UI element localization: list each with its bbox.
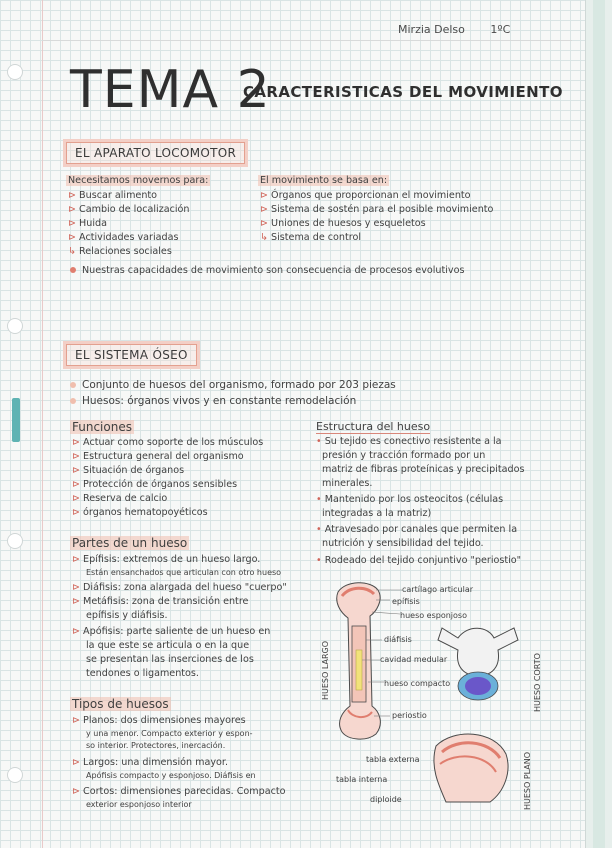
tipo-line: exterior esponjoso interior bbox=[86, 800, 192, 809]
tipo-item: ⊳ Planos: dos dimensiones mayores bbox=[72, 715, 246, 726]
partes-title-text: Partes de un hueso bbox=[72, 536, 188, 550]
funcion-item-text: Protección de órganos sensibles bbox=[83, 479, 238, 490]
label-cavidad: cavidad medular bbox=[380, 655, 448, 664]
parte-line: se presentan las inserciones de los bbox=[86, 654, 254, 665]
parte-line: Metáfisis: zona de transición entre bbox=[83, 596, 249, 607]
basis-item-text: Sistema de control bbox=[271, 232, 362, 243]
partes-title bbox=[70, 537, 189, 549]
parte-line: Epífisis: extremos de un hueso largo. bbox=[83, 554, 261, 565]
basis-item-text: Sistema de sostén para el posible movimiento bbox=[271, 204, 494, 215]
tipos-title bbox=[70, 698, 171, 710]
student-name: Mirzia Delso bbox=[398, 23, 465, 36]
needs-item-text: Huida bbox=[79, 218, 107, 229]
needs-item-text: Actividades variadas bbox=[79, 232, 179, 243]
oseo-bullet bbox=[70, 380, 396, 391]
funcion-item-text: Actuar como soporte de los músculos bbox=[83, 437, 264, 448]
estructura-line: minerales. bbox=[322, 478, 373, 489]
parte-line: Apófisis: parte saliente de un hueso en bbox=[83, 626, 271, 637]
funcion-item-text: órganos hematopoyéticos bbox=[83, 507, 208, 518]
punch-hole bbox=[7, 318, 23, 334]
estructura-line: Su tejido es conectivo resistente a la bbox=[324, 436, 502, 447]
funcion-item: ⊳ Actuar como soporte de los músculos bbox=[72, 437, 264, 448]
label-cartilago: cartílago articular bbox=[402, 585, 474, 594]
basis-item: ↳ Sistema de control bbox=[260, 232, 362, 243]
estructura-line: matriz de fibras proteínicas y precipitados bbox=[322, 464, 525, 475]
parte-item: ⊳ Apófisis: parte saliente de un hueso en bbox=[72, 626, 271, 637]
label-hueso-largo: HUESO LARGO bbox=[321, 640, 330, 700]
estructura-item: • Su tejido es conectivo resistente a la bbox=[316, 436, 502, 447]
label-compacto: hueso compacto bbox=[384, 679, 451, 688]
flat-bone-illustration bbox=[434, 734, 508, 802]
tipo-line: Largos: una dimensión mayor. bbox=[83, 757, 229, 768]
funcion-item: ⊳ órganos hematopoyéticos bbox=[72, 507, 208, 518]
basis-item: ⊳ Uniones de huesos y esqueletos bbox=[260, 218, 426, 229]
label-diafisis: diáfisis bbox=[384, 635, 412, 644]
oseo-bullet-text: Conjunto de huesos del organismo, formado por 203 piezas bbox=[82, 379, 396, 391]
funciones-title-text: Funciones bbox=[72, 420, 132, 434]
parte-line: Diáfisis: zona alargada del hueso "cuerpo" bbox=[83, 582, 287, 593]
tipo-line: Cortos: dimensiones parecidas. Compacto bbox=[83, 786, 286, 797]
margin-line bbox=[42, 0, 43, 848]
label-tabla-externa: tabla externa bbox=[366, 755, 420, 764]
tipo-line: so interior. Protectores, inercación. bbox=[86, 741, 226, 750]
estructura-line: Mantenido por los osteocitos (células bbox=[324, 494, 504, 505]
funcion-item: ⊳ Reserva de calcio bbox=[72, 493, 168, 504]
funcion-item: ⊳ Estructura general del organismo bbox=[72, 451, 244, 462]
funcion-item-text: Reserva de calcio bbox=[83, 493, 168, 504]
label-esponjoso: hueso esponjoso bbox=[400, 611, 467, 620]
label-tabla-interna: tabla interna bbox=[336, 775, 388, 784]
course-label: 1ºC bbox=[490, 23, 511, 36]
estructura-line: integradas a la matriz) bbox=[322, 508, 432, 519]
punch-hole bbox=[7, 533, 23, 549]
needs-item: ⊳ Cambio de localización bbox=[68, 204, 190, 215]
evolution-note bbox=[70, 266, 464, 276]
short-bone-illustration bbox=[438, 628, 518, 700]
needs-item-text: Cambio de localización bbox=[79, 204, 190, 215]
estructura-line: Atravesado por canales que permiten la bbox=[324, 524, 518, 535]
estructura-line: presión y tracción formado por un bbox=[322, 450, 486, 461]
estructura-item: • Atravesado por canales que permiten la bbox=[316, 524, 518, 535]
section-heading-locomotor: EL APARATO LOCOMOTOR bbox=[66, 142, 245, 164]
student-header bbox=[398, 24, 510, 35]
basis-item: ⊳ Órganos que proporcionan el movimiento bbox=[260, 190, 471, 201]
tipo-line: y una menor. Compacto exterior y espon- bbox=[86, 729, 253, 738]
funcion-item: ⊳ Situación de órganos bbox=[72, 465, 185, 476]
basis-title-text: El movimiento se basa en: bbox=[260, 175, 388, 186]
label-epifisis: epífisis bbox=[392, 597, 420, 606]
parte-line: Están ensanchados que articulan con otro hueso bbox=[86, 568, 282, 577]
label-hueso-corto: HUESO CORTO bbox=[533, 653, 542, 712]
long-bone-illustration bbox=[337, 583, 381, 739]
evolution-note-text: Nuestras capacidades de movimiento son consecuencia de procesos evolutivos bbox=[82, 265, 465, 276]
label-hueso-plano: HUESO PLANO bbox=[523, 751, 532, 810]
needs-item: ⊳ Actividades variadas bbox=[68, 232, 179, 243]
basis-item-text: Uniones de huesos y esqueletos bbox=[271, 218, 426, 229]
estructura-item: • Rodeado del tejido conjuntivo "periostio" bbox=[316, 555, 522, 566]
basis-item-text: Órganos que proporcionan el movimiento bbox=[271, 190, 471, 201]
needs-item-text: Relaciones sociales bbox=[79, 246, 172, 257]
page-tab bbox=[12, 398, 20, 442]
estructura-title-text: Estructura del hueso bbox=[316, 420, 431, 433]
needs-title bbox=[66, 176, 210, 186]
basis-title bbox=[258, 176, 389, 186]
estructura-line: Rodeado del tejido conjuntivo "periostio" bbox=[324, 555, 522, 566]
needs-item: ⊳ Buscar alimento bbox=[68, 190, 158, 201]
parte-item: ⊳ Epífisis: extremos de un hueso largo. bbox=[72, 554, 261, 565]
punch-hole bbox=[7, 64, 23, 80]
tipo-line: Planos: dos dimensiones mayores bbox=[83, 715, 246, 726]
tipo-item: ⊳ Cortos: dimensiones parecidas. Compacto bbox=[72, 786, 286, 797]
funcion-item-text: Situación de órganos bbox=[83, 465, 185, 476]
section-heading-oseo: EL SISTEMA ÓSEO bbox=[66, 344, 197, 366]
estructura-line: nutrición y sensibilidad del tejido. bbox=[322, 538, 484, 549]
funcion-item: ⊳ Protección de órganos sensibles bbox=[72, 479, 238, 490]
punch-hole bbox=[7, 767, 23, 783]
needs-item: ⊳ Huida bbox=[68, 218, 107, 229]
tipos-title-text: Tipos de huesos bbox=[72, 697, 169, 711]
page-title: TEMA 2 bbox=[70, 60, 271, 120]
label-periostio: periostio bbox=[392, 711, 427, 720]
funcion-item-text: Estructura general del organismo bbox=[83, 451, 244, 462]
parte-item: ⊳ Metáfisis: zona de transición entre bbox=[72, 596, 249, 607]
basis-item: ⊳ Sistema de sostén para el posible movimiento bbox=[260, 204, 494, 215]
needs-item-text: Buscar alimento bbox=[79, 190, 158, 201]
page-subtitle: CARACTERISTICAS DEL MOVIMIENTO bbox=[243, 83, 563, 101]
header-line bbox=[42, 40, 572, 41]
estructura-title bbox=[316, 421, 430, 432]
funciones-title bbox=[70, 421, 134, 433]
parte-item: ⊳ Diáfisis: zona alargada del hueso "cuerpo" bbox=[72, 582, 287, 593]
parte-line: epífisis y diáfisis. bbox=[86, 610, 168, 621]
parte-line: tendones o ligamentos. bbox=[86, 668, 199, 679]
label-diploe: diploide bbox=[370, 795, 402, 804]
estructura-item: • Mantenido por los osteocitos (células bbox=[316, 494, 504, 505]
oseo-bullet bbox=[70, 396, 356, 407]
needs-item: ↳ Relaciones sociales bbox=[68, 246, 172, 257]
spine-strip bbox=[593, 0, 605, 848]
parte-line: la que este se articula o en la que bbox=[86, 640, 250, 651]
tipo-line: Apófisis compacto y esponjoso. Diáfisis en bbox=[86, 771, 256, 780]
needs-title-text: Necesitamos movernos para: bbox=[68, 175, 209, 186]
tipo-item: ⊳ Largos: una dimensión mayor. bbox=[72, 757, 229, 768]
oseo-bullet-text: Huesos: órganos vivos y en constante remodelación bbox=[82, 395, 357, 407]
